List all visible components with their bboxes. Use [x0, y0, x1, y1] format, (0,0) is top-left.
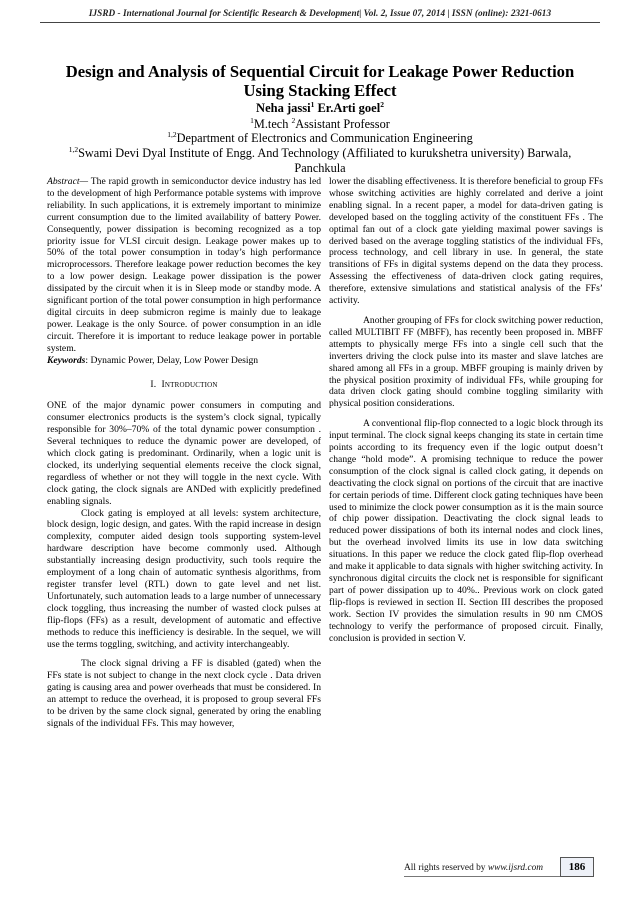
- author-1-sup: 1: [310, 99, 315, 109]
- author-2-sup: 2: [380, 99, 384, 109]
- author-line: [40, 101, 600, 116]
- paragraph-5: Another grouping of FFs for clock switching power reduction, called MULTIBIT FF (MBFF), has recently been proposed in. MBFF attempts to physically merge FFs into a single cell such that the inverters driving the clock pulse into its master and slave latches are shared among all FFs in a group. MBFF grouping is mainly driven by the physical position proximity of individual FFs, while grouping for data driven clock gating should combine toggling similarity with physical position considerations.: [329, 314, 603, 410]
- paragraph-2: Clock gating is employed at all levels: system architecture, block design, logic design, and gates. With the rapid increase in design complexity, computer aided design tools supporting system-level hardware description have become commonly used. Although substantially increasing design productivity, such tools require the employment of a long chain of automatic synthesis algorithms, from register transfer level (RTL) down to gate level and net list. Unfortunately, such automation leads to a large number of unnecessary clock toggling, thus increasing the number of wasted clock pulses at flip-flops (FFs) as a result, development of automatic and effective methods to reduce this inefficiency is desirable. In the sequel, we will use the terms toggling, switching, and activity interchangeably.: [47, 507, 321, 650]
- role-2-sup: 2: [291, 115, 296, 125]
- paragraph-3: The clock signal driving a FF is disabled (gated) when the FFs state is not subject to change in the next clock cycle . Data driven gating is causing area and power overheads that must be considered. In an attempt to reduce the overhead, it is proposed to group several FFs to be driven by the same clock signal, generated by oring the enabling signals of the individual FFs. This may however,: [47, 658, 321, 729]
- page-number: 186: [560, 857, 594, 877]
- abstract-text: The rapid growth in semiconductor device industry has led to the development of high Performance potable systems with improve reliability. In such applications, it is extremely important to minimize current consumption due to the limited availability of battery Power. Consequently, power dissipation is becoming recognized as a top priority issue for VLSI circuit design. Leakage power makes up to 50% of the total power consumption in today’s high performance microprocessors. Therefore leakage power reduction becomes the key to a low power design. Leakage power dissipation is the power dissipated by the circuit when it is in Sleep mode or standby mode. A significant portion of the total power consumption in high performance digital circuits in deep submicron regime is mainly due to leakage power. Leakage is the only Source. of power consumption in an idle circuit. Therefore it is important to reduce leakage power in portable system.: [47, 176, 321, 354]
- role-2: Assistant Professor: [295, 117, 390, 131]
- paper-title: [40, 62, 600, 100]
- journal-header: IJSRD - International Journal for Scientific Research & Development| Vol. 2, Issue 07, 2014 | ISSN (online): 2321-0613: [88, 8, 552, 18]
- section-title: Introduction: [161, 378, 218, 390]
- institution-line-1: [20, 146, 620, 161]
- role-1: M.tech: [253, 117, 292, 131]
- department: Department of Electronics and Communication Engineering: [176, 131, 473, 145]
- role-1-sup: 1: [250, 115, 254, 125]
- right-column: [329, 176, 603, 644]
- keywords: [47, 355, 321, 367]
- inst-sup: 1,2: [68, 144, 79, 154]
- abstract-label: Abstract—: [47, 176, 89, 187]
- paragraph-6: A conventional flip-flop connected to a logic block through its input terminal. The clock signal keeps changing its state in certain time points according to its frequency even if the logic output doesn’t change “hold mode”. A promising technique to reduce the power consumption of the clock signal is called clock gating, it depends on deactivating the clock signal on portions of the circuit that are inactive for certain periods of time. Different clock gating techniques have been used to minimize the clock power consumption as it is the main source of chip power dissipation. Deactivating the clock signal leads to reduced power dissipations of both its internal nodes and clock lines, but the overhead involved limits its use in low data switching situations. In this paper we reduce the clock gated flip-flop overhead and make it applicable to data signals with higher switching activity. In synchronous digital circuits the clock net is responsible for significant part of power dissipation up to 40%.. Previous work on clock gated flip-flops is reviewed in section II. Section III describes the proposed work. Section IV provides the simulation results in 90 nm CMOS technology to verify the performance of proposed circuit. Finally, conclusion is provided in section V.: [329, 418, 603, 644]
- left-column: [47, 176, 321, 730]
- footer-url-link[interactable]: www.ijsrd.com: [487, 863, 544, 873]
- dept-sup: 1,2: [167, 129, 177, 139]
- roles-line: [20, 117, 620, 132]
- institution-line-2: Panchkula: [294, 161, 346, 175]
- department-line: [20, 131, 620, 146]
- paragraph-4: lower the disabling effectiveness. It is therefore beneficial to group FFs whose switching activities are highly correlated and derive a joint enabling signal. In a recent paper, a model for data-driven gating is developed based on the toggling activity of the constituent FFs . The optimal fan out of a clock gate yielding maximal power savings is derived based on the average toggling statistics of the individual FFs, process technology, and cell library in use. In general, the state transitions of FFs in digital systems depend on the data they process. Assessing the effectiveness of data-driven clock gating requires, therefore, extensive simulations and statistical analysis of the FFs’ activity.: [329, 176, 603, 307]
- section-number: I.: [150, 378, 157, 390]
- title-line-2: Using Stacking Effect: [243, 81, 397, 100]
- abstract: [47, 176, 321, 355]
- footer-rights: [404, 863, 543, 873]
- section-heading-introduction: [47, 379, 321, 391]
- header-rule: [40, 22, 600, 23]
- title-line-1: Design and Analysis of Sequential Circuit for Leakage Power Reduction: [65, 62, 575, 81]
- institution: Swami Devi Dyal Institute of Engg. And Technology (Affiliated to kurukshetra university) Barwala,: [78, 146, 572, 160]
- paragraph-1: ONE of the major dynamic power consumers in computing and consumer electronics products is the system’s clock signal, typically responsible for 30%–70% of the total dynamic power consumption . Several techniques to reduce the dynamic power are developed, of which clock gating is predominant. Ordinarily, when a logic unit is clocked, its underlying sequential elements receive the clock signal, regardless of whether or not they will toggle in the next cycle. With clock gating, the clock signals are ANDed with explicitly predefined enabling signals.: [47, 400, 321, 507]
- keywords-text: : Dynamic Power, Delay, Low Power Design: [85, 354, 259, 366]
- author-1: Neha jassi: [256, 101, 311, 115]
- footer-rights-text: All rights reserved by: [404, 863, 488, 873]
- keywords-label: Keywords: [47, 354, 86, 366]
- footer-rule: [404, 876, 560, 877]
- author-2: Er.Arti goel: [317, 101, 381, 115]
